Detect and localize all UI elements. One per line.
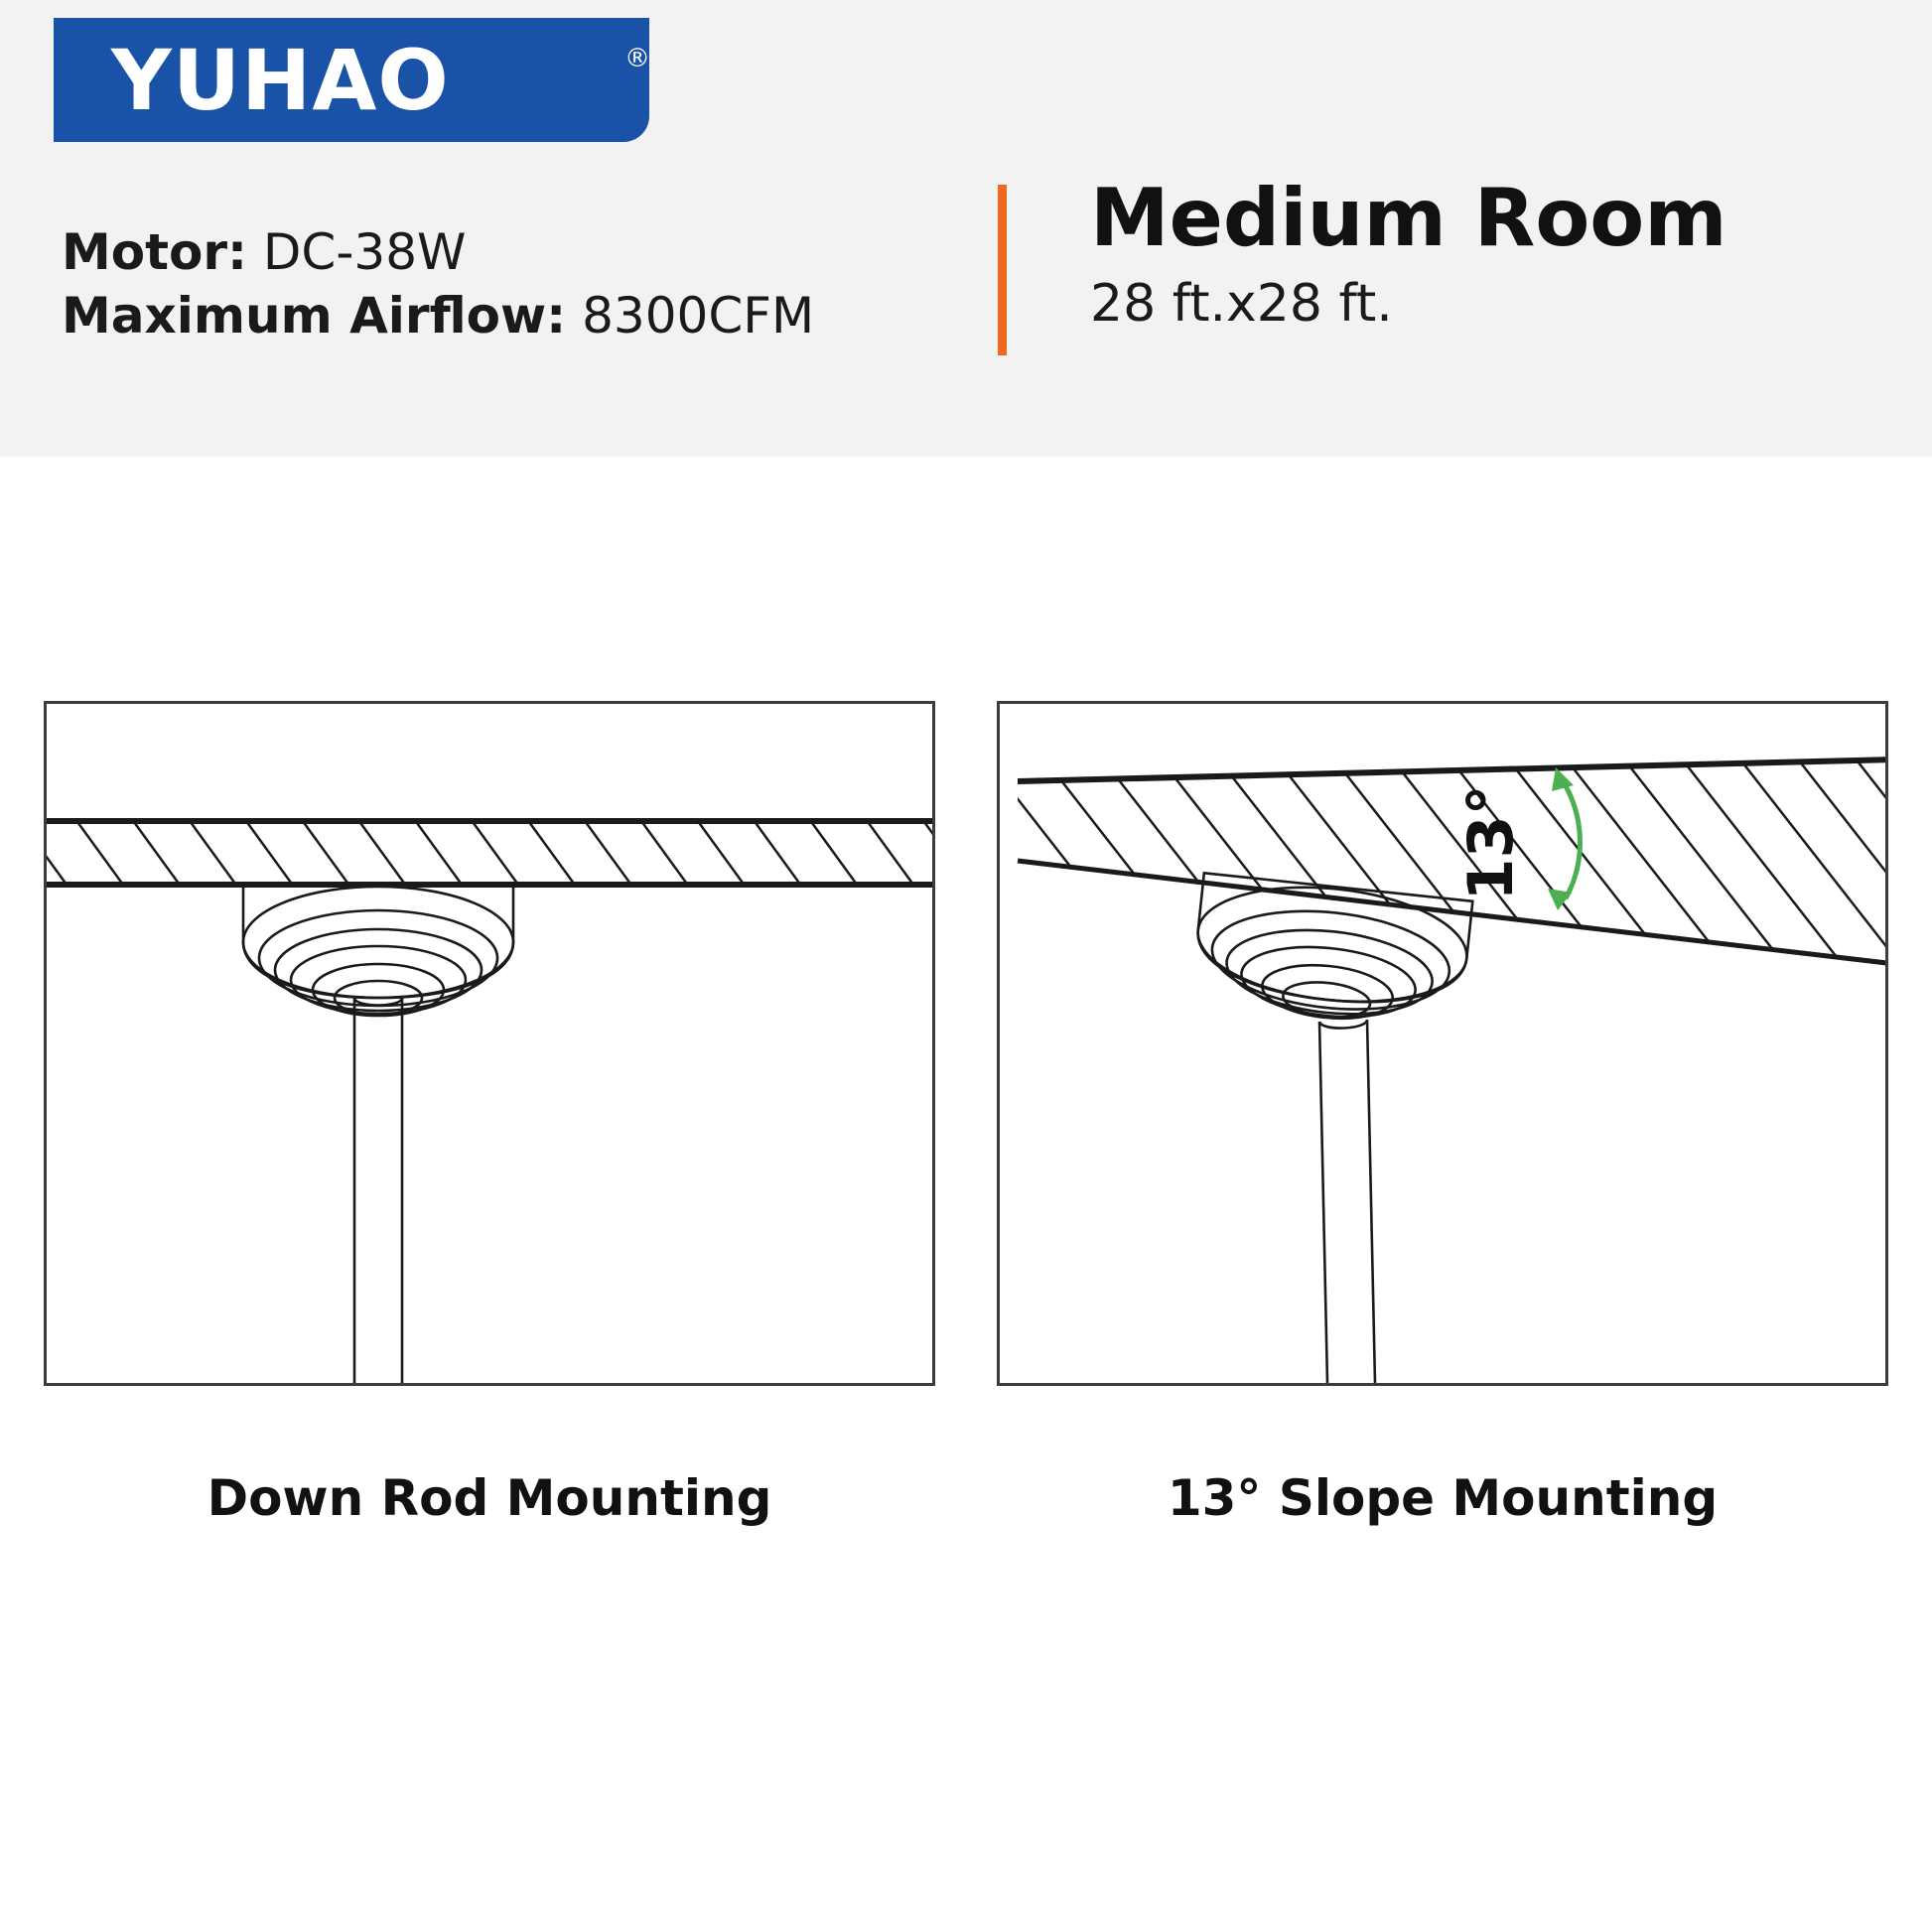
diagram-slope-mounting xyxy=(997,701,1888,1386)
caption-slope-mounting: 13° Slope Mounting xyxy=(1167,1469,1719,1527)
spec-label-airflow: Maximum Airflow: xyxy=(62,287,567,345)
down-rod-mounting-illustration xyxy=(47,704,932,1383)
spec-value-airflow: 8300CFM xyxy=(582,287,815,345)
vertical-divider xyxy=(998,185,1007,355)
spec-value-motor: DC-38W xyxy=(262,223,467,281)
spec-row-airflow xyxy=(62,284,814,347)
slope-mounting-illustration xyxy=(1000,704,1885,1383)
spec-row-motor xyxy=(62,220,814,284)
brand-logo-text: YUHAO xyxy=(111,31,450,129)
down-rod-sloped xyxy=(1319,1020,1375,1383)
diagram-down-rod-mounting xyxy=(44,701,935,1386)
header-bar xyxy=(0,0,1932,457)
room-size-block xyxy=(1090,172,1727,334)
room-title: Medium Room xyxy=(1090,172,1727,264)
specifications-block xyxy=(62,220,814,347)
ceiling-hatch-fill xyxy=(47,821,932,885)
fan-canopy xyxy=(243,885,513,1016)
brand-logo-badge xyxy=(54,18,649,142)
angle-label: 13° xyxy=(1454,784,1527,901)
registered-trademark-icon: ® xyxy=(624,44,650,73)
down-rod xyxy=(354,998,402,1383)
spec-label-motor: Motor: xyxy=(62,223,248,281)
caption-down-rod-mounting: Down Rod Mounting xyxy=(207,1469,772,1527)
room-dimensions: 28 ft.x28 ft. xyxy=(1090,274,1393,334)
